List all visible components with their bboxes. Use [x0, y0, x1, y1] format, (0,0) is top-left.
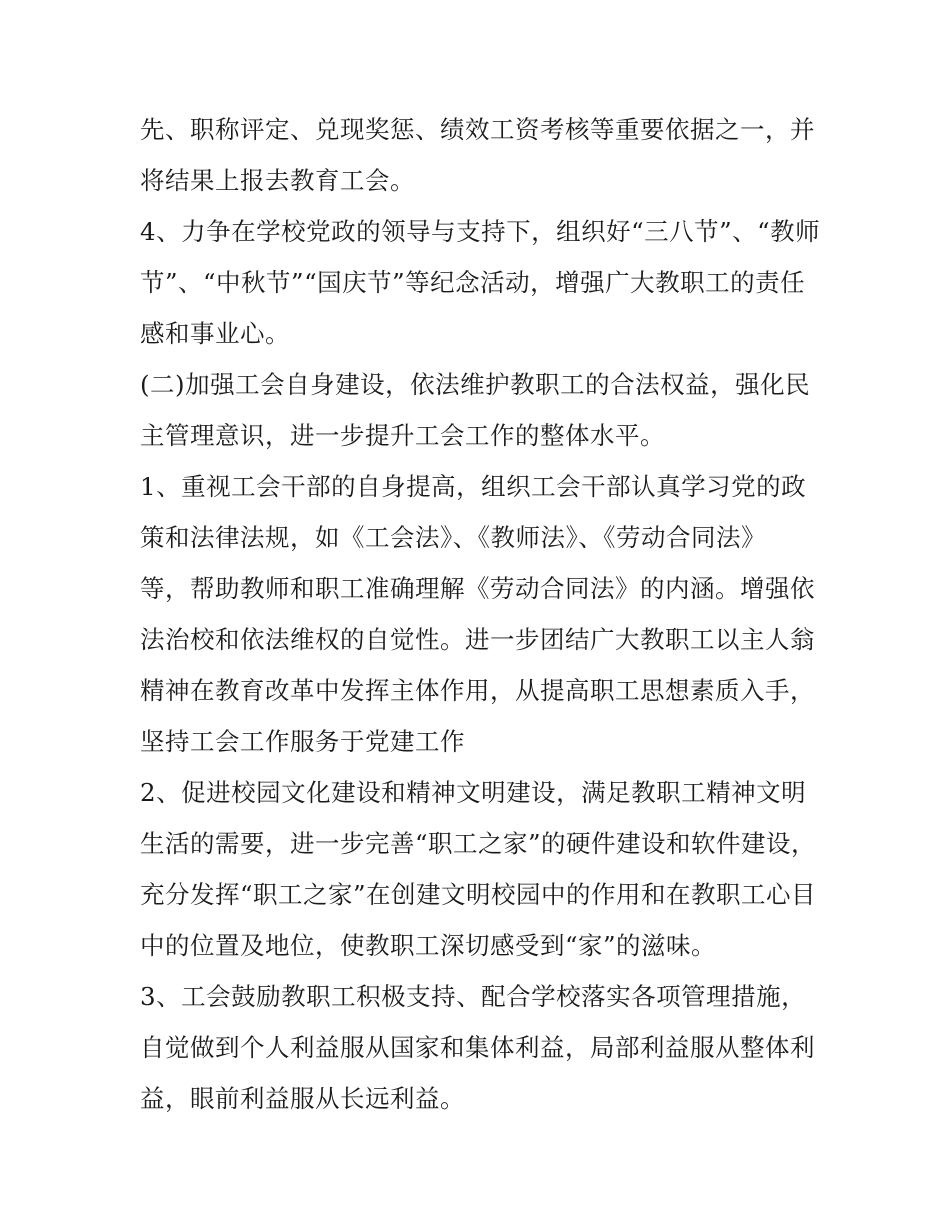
- document-body: [140, 104, 820, 1124]
- text-line: 感和事业心。: [140, 319, 290, 348]
- text-line: 主管理意识，进一步提升工会工作的整体水平。: [140, 421, 665, 450]
- text-line: 将结果上报去教育工会。: [140, 166, 415, 195]
- text-line: 4、力争在学校党政的领导与支持下，组织好“三八节”、“教师: [140, 217, 821, 246]
- text-line: 1、重视工会干部的自身提高，组织工会干部认真学习党的政: [140, 472, 807, 501]
- text-line: 节”、“中秋节”“国庆节”等纪念活动，增强广大教职工的责任: [140, 268, 806, 297]
- text-line: 自觉做到个人利益服从国家和集体利益，局部利益服从整体利: [140, 1033, 815, 1062]
- text-line: 3、工会鼓励教职工积极支持、配合学校落实各项管理措施，: [140, 982, 807, 1011]
- text-line: 中的位置及地位，使教职工深切感受到“家”的滋味。: [140, 931, 717, 960]
- text-line: 等，帮助教师和职工准确理解《劳动合同法》的内涵。增强依: [140, 574, 815, 603]
- text-line: 坚持工会工作服务于党建工作: [140, 727, 465, 756]
- text-line: 法治校和依法维权的自觉性。进一步团结广大教职工以主人翁: [140, 625, 815, 654]
- text-line: 益，眼前利益服从长远利益。: [140, 1084, 465, 1113]
- text-line: (二)加强工会自身建设，依法维护教职工的合法权益，强化民: [140, 370, 811, 399]
- text-line: 先、职称评定、兑现奖惩、绩效工资考核等重要依据之一，并: [140, 115, 815, 144]
- text-line: 精神在教育改革中发挥主体作用，从提高职工思想素质入手，: [140, 676, 815, 705]
- text-line: 2、促进校园文化建设和精神文明建设，满足教职工精神文明: [140, 778, 807, 807]
- text-line: 生活的需要，进一步完善“职工之家”的硬件建设和软件建设，: [140, 829, 817, 858]
- text-line: 充分发挥“职工之家”在创建文明校园中的作用和在教职工心目: [140, 880, 817, 909]
- text-line: 策和法律法规，如《工会法》、《教师法》、《劳动合同法》: [140, 523, 766, 552]
